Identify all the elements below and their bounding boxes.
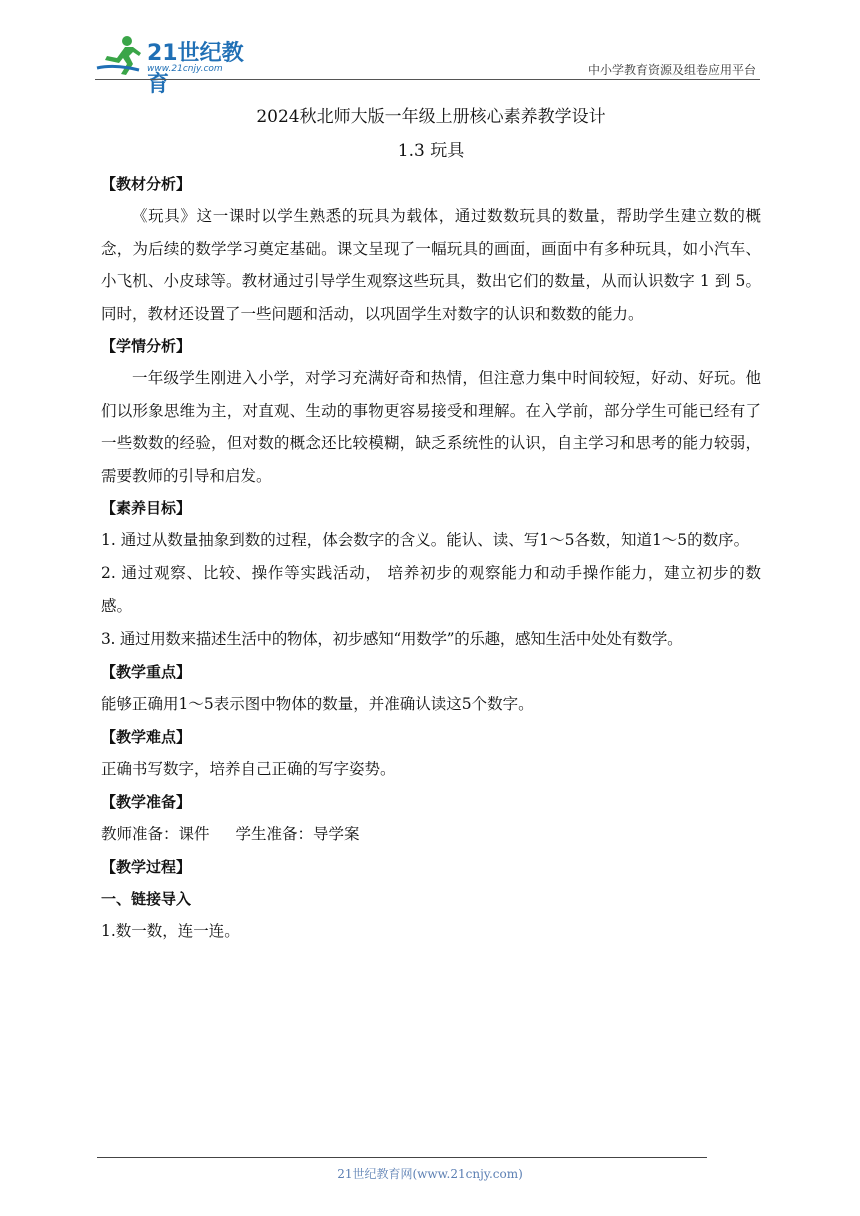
preparation-line bbox=[101, 818, 761, 851]
header-platform-text: 中小学教育资源及组卷应用平台 bbox=[587, 63, 756, 77]
logo-text: 21世纪教育 bbox=[147, 41, 244, 97]
document-title: 2024秋北师大版一年级上册核心素养教学设计 bbox=[256, 107, 606, 127]
goal-item: 2. 通过观察、比较、操作等实践活动， 培养初步的观察能力和动手操作能力，建立初步的数感。 bbox=[101, 564, 761, 615]
textbook-analysis-paragraph: 《玩具》这一课时以学生熟悉的玩具为载体，通过数数玩具的数量，帮助学生建立数的概念，为后续的数学学习奠定基础。课文呈现了一幅玩具的画面，画面中有多种玩具，如小汽车、小飞机、小皮球等。教材通过引导学生观察这些玩具，数出它们的数量，从而认识数字 1 到 5。同时，教材还设置了一些问题和活动，以巩固学生对数字的认识和数数的能力。 bbox=[101, 207, 761, 323]
goal-item: 1. 通过从数量抽象到数的过程，体会数字的含义。能认、读、写1～5各数，知道1～5的数序。 bbox=[101, 531, 750, 549]
footer-link[interactable]: 21世纪教育网(www.21cnjy.com) bbox=[337, 1167, 523, 1181]
header-divider bbox=[95, 79, 760, 80]
section-heading-textbook-analysis: 【教材分析】 bbox=[101, 175, 192, 193]
goal-item: 3. 通过用数来描述生活中的物体，初步感知“用数学”的乐趣，感知生活中处处有数学。 bbox=[101, 630, 683, 648]
process-item: 1.数一数，连一连。 bbox=[101, 922, 240, 940]
difficulties-text: 正确书写数字，培养自己正确的写字姿势。 bbox=[101, 760, 396, 778]
section-heading-process: 【教学过程】 bbox=[101, 858, 192, 876]
site-logo[interactable] bbox=[95, 34, 265, 97]
lesson-title: 1.3 玩具 bbox=[397, 141, 465, 161]
document-body bbox=[101, 100, 761, 948]
section-heading-goals: 【素养目标】 bbox=[101, 499, 192, 517]
section-heading-difficulties: 【教学难点】 bbox=[101, 728, 192, 746]
section-heading-student-analysis: 【学情分析】 bbox=[101, 337, 192, 355]
section-heading-preparation: 【教学准备】 bbox=[101, 793, 192, 811]
footer-divider bbox=[97, 1157, 707, 1158]
logo-url: www.21cnjy.com bbox=[147, 64, 223, 74]
section-heading-key-points: 【教学重点】 bbox=[101, 663, 192, 681]
subsection-heading-intro: 一、链接导入 bbox=[101, 890, 192, 908]
page-header bbox=[95, 30, 760, 97]
teacher-preparation: 教师准备：课件 bbox=[101, 825, 210, 843]
runner-logo-icon bbox=[95, 34, 145, 78]
student-analysis-paragraph: 一年级学生刚进入小学，对学习充满好奇和热情，但注意力集中时间较短，好动、好玩。他们以形象思维为主，对直观、生动的事物更容易接受和理解。在入学前，部分学生可能已经有了一些数数的经验，但对数的概念还比较模糊，缺乏系统性的认识，自主学习和思考的能力较弱，需要教师的引导和启发。 bbox=[101, 369, 761, 485]
key-points-text: 能够正确用1～5表示图中物体的数量，并准确认读这5个数字。 bbox=[101, 695, 534, 713]
student-preparation: 学生准备：导学案 bbox=[235, 825, 360, 843]
